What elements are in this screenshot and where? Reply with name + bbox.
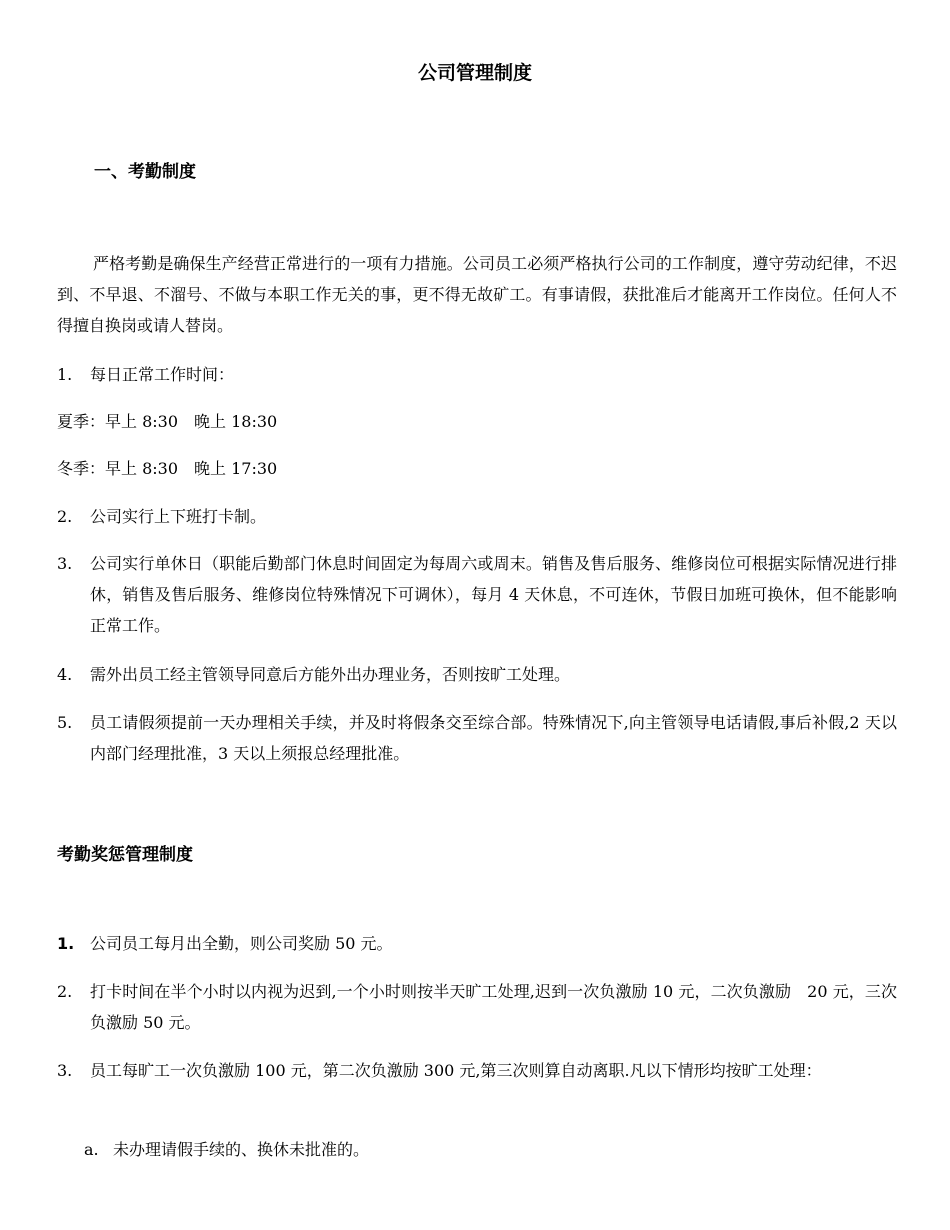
list-item-number: 3. [57, 1061, 73, 1080]
list-item-text: 员工每旷工一次负激励 100 元，第二次负激励 300 元,第三次则算自动离职.凡以下情形均按旷工处理： [90, 1061, 822, 1080]
sub-list-item-text: 未办理请假手续的、换休未批准的。 [113, 1140, 370, 1159]
list-item [57, 928, 897, 959]
intro-paragraph: 严格考勤是确保生产经营正常进行的一项有力措施。公司员工必须严格执行公司的工作制度，遵守劳动纪律，不迟到、不早退、不溜号、不做与本职工作无关的事，更不得无故矿工。有事请假，获批准后才能离开工作岗位。任何人不得擅自换岗或请人替岗。 [57, 254, 897, 335]
list-item [57, 359, 897, 390]
list-item-text: 需外出员工经主管领导同意后方能外出办理业务，否则按旷工处理。 [90, 665, 571, 684]
section-heading-reward-penalty: 考勤奖惩管理制度 [57, 845, 193, 865]
list-item-number: 5. [57, 713, 73, 732]
list-item [57, 548, 897, 641]
list-item [57, 707, 897, 769]
list-item-number: 1. [57, 365, 73, 384]
list-item-text: 打卡时间在半个小时以内视为迟到,一个小时则按半天旷工处理,迟到一次负激励 10 元，二次负激励 20 元，三次负激励 50 元。 [90, 982, 897, 1032]
winter-hours: 冬季：早上 8:30 晚上 17:30 [57, 459, 278, 478]
list-item-number: 3. [57, 554, 73, 573]
list-item [57, 501, 897, 532]
list-item-number: 2. [57, 507, 73, 526]
list-item-text: 公司实行上下班打卡制。 [90, 507, 267, 526]
summer-hours: 夏季：早上 8:30 晚上 18:30 [57, 412, 278, 431]
sub-list-item-letter: a. [84, 1140, 99, 1159]
list-item-text: 员工请假须提前一天办理相关手续，并及时将假条交至综合部。特殊情况下,向主管领导电话请假,事后补假,2 天以内部门经理批准，3 天以上须报总经理批准。 [90, 713, 897, 763]
list-item-number: 2. [57, 982, 73, 1001]
list-item-number: 4. [57, 665, 73, 684]
list-item-number: 1. [57, 934, 75, 953]
list-item [57, 659, 897, 690]
list-item [57, 976, 897, 1038]
sub-list-item [84, 1134, 369, 1165]
list-item [57, 1055, 897, 1086]
list-item-text: 每日正常工作时间： [90, 365, 235, 384]
list-item-text: 公司实行单休日（职能后勤部门休息时间固定为每周六或周末。销售及售后服务、维修岗位可根据实际情况进行排休，销售及售后服务、维修岗位特殊情况下可调休），每月 4 天休息，不可连休，节假日加班可换休，但不能影响正常工作。 [90, 554, 897, 635]
list-item-text: 公司员工每月出全勤，则公司奖励 50 元。 [90, 934, 393, 953]
section-heading-attendance: 一、考勤制度 [94, 162, 196, 182]
document-title: 公司管理制度 [417, 62, 532, 84]
